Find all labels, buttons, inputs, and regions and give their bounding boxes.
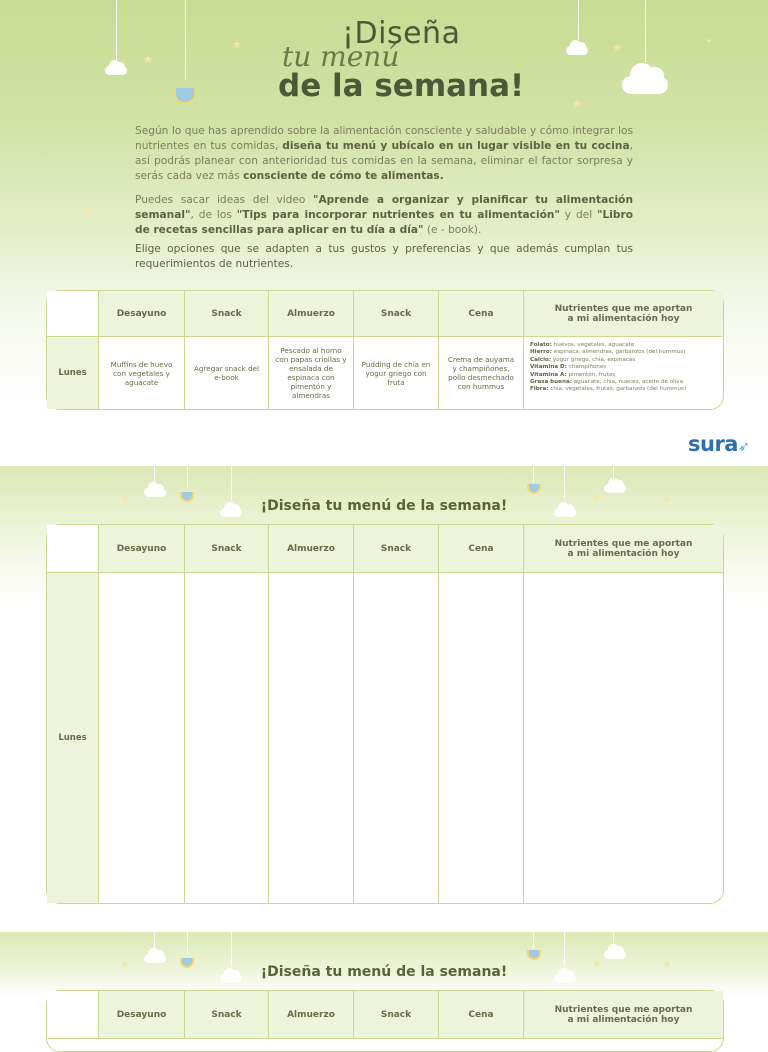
nutrient-value: yogur griego, chía, espinacas [551, 356, 636, 363]
star-icon: ★ [38, 157, 44, 164]
sura-logo-text: sura [688, 432, 738, 456]
intro-text: Puedes sacar ideas del video [135, 194, 313, 206]
header-snack: Snack [354, 291, 439, 337]
star-icon: ★ [94, 475, 100, 482]
nutrient-label: Folato: [530, 342, 552, 348]
nutrient-label: Calcio: [530, 356, 552, 363]
hanging-string [578, 0, 579, 40]
cell-nutrientes[interactable] [524, 573, 723, 903]
page-title: ¡Diseña tu menú de la semana! [260, 498, 508, 514]
header-nutrientes-line1: Nutrientes que me aportan [554, 1004, 693, 1015]
star-icon: ★ [84, 205, 94, 218]
page-title: ¡Diseña tu menú de la semana! [260, 964, 508, 980]
nutrient-label: Vitamina A: [530, 371, 567, 378]
hanging-string [645, 0, 646, 62]
nutrient-label: Grasa buena: [530, 379, 572, 386]
header-snack: Snack [185, 991, 269, 1039]
nutrient-item [530, 364, 720, 371]
cloud-icon [604, 484, 626, 493]
cell-snack: Agregar snack del e-book [185, 337, 269, 409]
intro-bold: diseña tu menú y ubícalo en un lugar visible en tu cocina [282, 140, 630, 152]
sura-logo: sura➶ [688, 432, 750, 456]
hanging-string [533, 466, 534, 482]
hanging-string [116, 0, 117, 60]
cell-snack: Pudding de chía en yogur griego con fruta [354, 337, 439, 409]
header-nutrientes-line1: Nutrientes que me aportan [554, 303, 693, 314]
cloud-icon [566, 46, 588, 55]
header-almuerzo: Almuerzo [269, 291, 354, 337]
nutrient-item [530, 342, 720, 349]
intro-bold: "Aprende a organizar y planificar tu alimentación semanal" [135, 194, 633, 221]
hanging-string [564, 466, 565, 500]
intro-paragraph-2 [135, 193, 633, 238]
nutrients-list [530, 342, 720, 394]
star-icon: ★ [572, 97, 582, 110]
corner-cell [47, 525, 99, 573]
title-script: tu menú [282, 40, 400, 73]
header-nutrientes [524, 291, 723, 337]
header-snack: Snack [185, 291, 269, 337]
cell-snack[interactable] [354, 573, 439, 903]
star-icon: ★ [120, 492, 130, 505]
hanging-string [231, 466, 232, 500]
star-icon: ★ [592, 957, 602, 970]
nutrient-value: espinaca, almendras, garbanzos (del hummus) [552, 349, 686, 356]
header-cena: Cena [439, 991, 524, 1039]
page-2 [0, 466, 768, 926]
intro-text: (e - book). [423, 224, 482, 236]
intro-text: , así podrás planear con anterioridad tus comidas en la semana, eliminar el factor sorpresa y serás cada vez más [135, 140, 633, 182]
hanging-string [533, 932, 534, 948]
nutrient-item [530, 357, 720, 364]
header-nutrientes-line1: Nutrientes que me aportan [554, 538, 693, 549]
nutrient-label: Hierro: [530, 349, 552, 356]
nutrient-item [530, 386, 720, 393]
star-icon: ★ [612, 41, 622, 54]
cloud-icon [622, 76, 668, 94]
hanging-string [564, 932, 565, 966]
header-desayuno: Desayuno [99, 525, 185, 573]
intro-paragraph-1 [135, 124, 633, 184]
star-icon: ★ [662, 492, 672, 505]
nutrient-value: chía, vegetales, frutas, garbanzos (del hummus) [548, 386, 687, 393]
header-almuerzo: Almuerzo [269, 525, 354, 573]
day-label: Lunes [47, 337, 99, 409]
cell-almuerzo[interactable] [269, 573, 354, 903]
header-nutrientes-line2: a mi alimentación hoy [567, 313, 680, 324]
cell-cena[interactable] [439, 573, 524, 903]
nutrient-value: pimentón, frutas [566, 371, 616, 378]
title-top: ¡Diseña [342, 16, 461, 51]
intro-bold: "Tips para incorporar nutrientes en tu alimentación" [236, 209, 560, 221]
header-snack: Snack [185, 525, 269, 573]
cloud-icon [144, 488, 166, 497]
cloud-icon [144, 954, 166, 963]
header-nutrientes [524, 991, 723, 1039]
menu-table [46, 524, 724, 904]
header-cena: Cena [439, 525, 524, 573]
nutrient-value: champiñones [566, 364, 607, 371]
nutrient-label: Vitamina D: [530, 364, 567, 371]
bird-icon [527, 484, 541, 494]
intro-text: Según lo que has aprendido sobre la alimentación consciente y saludable y cómo integrar los nutrientes en tus comidas, [135, 125, 633, 152]
intro-bold: consciente de cómo te alimentas. [243, 170, 444, 182]
hanging-string [231, 932, 232, 966]
intro-paragraph-3: Elige opciones que se adapten a tus gustos y preferencias y que además cumplan tus requerimientos de nutrientes. [135, 243, 633, 270]
cell-cena: Crema de auyama y champiñones, pollo desmechado con hummus [439, 337, 524, 409]
page-1 [0, 0, 768, 456]
star-icon: ★ [143, 53, 153, 66]
cell-desayuno: Muffins de huevo con vegetales y aguacate [99, 337, 185, 409]
star-icon: ★ [662, 958, 672, 971]
bird-icon [527, 950, 541, 960]
hanging-string [185, 0, 186, 80]
header-nutrientes-line2: a mi alimentación hoy [567, 1014, 680, 1025]
intro-text: , de los [190, 209, 237, 221]
header-nutrientes [524, 525, 723, 573]
nutrient-value: aguacate, chía, nueces, aceite de oliva [571, 379, 684, 386]
corner-cell [47, 991, 99, 1039]
menu-table [46, 990, 724, 1052]
hanging-string [187, 466, 188, 488]
cell-snack[interactable] [185, 573, 269, 903]
corner-cell [47, 291, 99, 337]
nutrient-item [530, 349, 720, 356]
intro-text: y del [559, 209, 598, 221]
star-icon: ★ [706, 37, 713, 45]
menu-table-example [46, 290, 724, 410]
nutrient-value: huevos, vegetales, aguacate [551, 342, 635, 348]
header-nutrientes-line2: a mi alimentación hoy [567, 548, 680, 559]
header-snack: Snack [354, 991, 439, 1039]
cell-desayuno[interactable] [99, 573, 185, 903]
intro-bold: "Libro de recetas sencillas para aplicar en tu día a día" [135, 209, 634, 236]
header-desayuno: Desayuno [99, 291, 185, 337]
header-almuerzo: Almuerzo [269, 991, 354, 1039]
cloud-icon [604, 950, 626, 959]
hanging-string [187, 932, 188, 954]
header-snack: Snack [354, 525, 439, 573]
cell-almuerzo: Pescado al horno con papas criollas y ensalada de espinaca con pimentón y almendras [269, 337, 354, 409]
nutrient-item [530, 372, 720, 379]
cloud-icon [105, 66, 127, 75]
nutrient-label: Fibra: [530, 386, 549, 393]
star-icon: ★ [120, 958, 130, 971]
page-3 [0, 932, 768, 1024]
header-desayuno: Desayuno [99, 991, 185, 1039]
star-icon: ★ [592, 491, 602, 504]
day-label: Lunes [47, 573, 99, 903]
header-cena: Cena [439, 291, 524, 337]
star-icon: ★ [232, 38, 242, 51]
title-bottom: de la semana! [278, 68, 525, 104]
bird-icon [174, 88, 196, 104]
